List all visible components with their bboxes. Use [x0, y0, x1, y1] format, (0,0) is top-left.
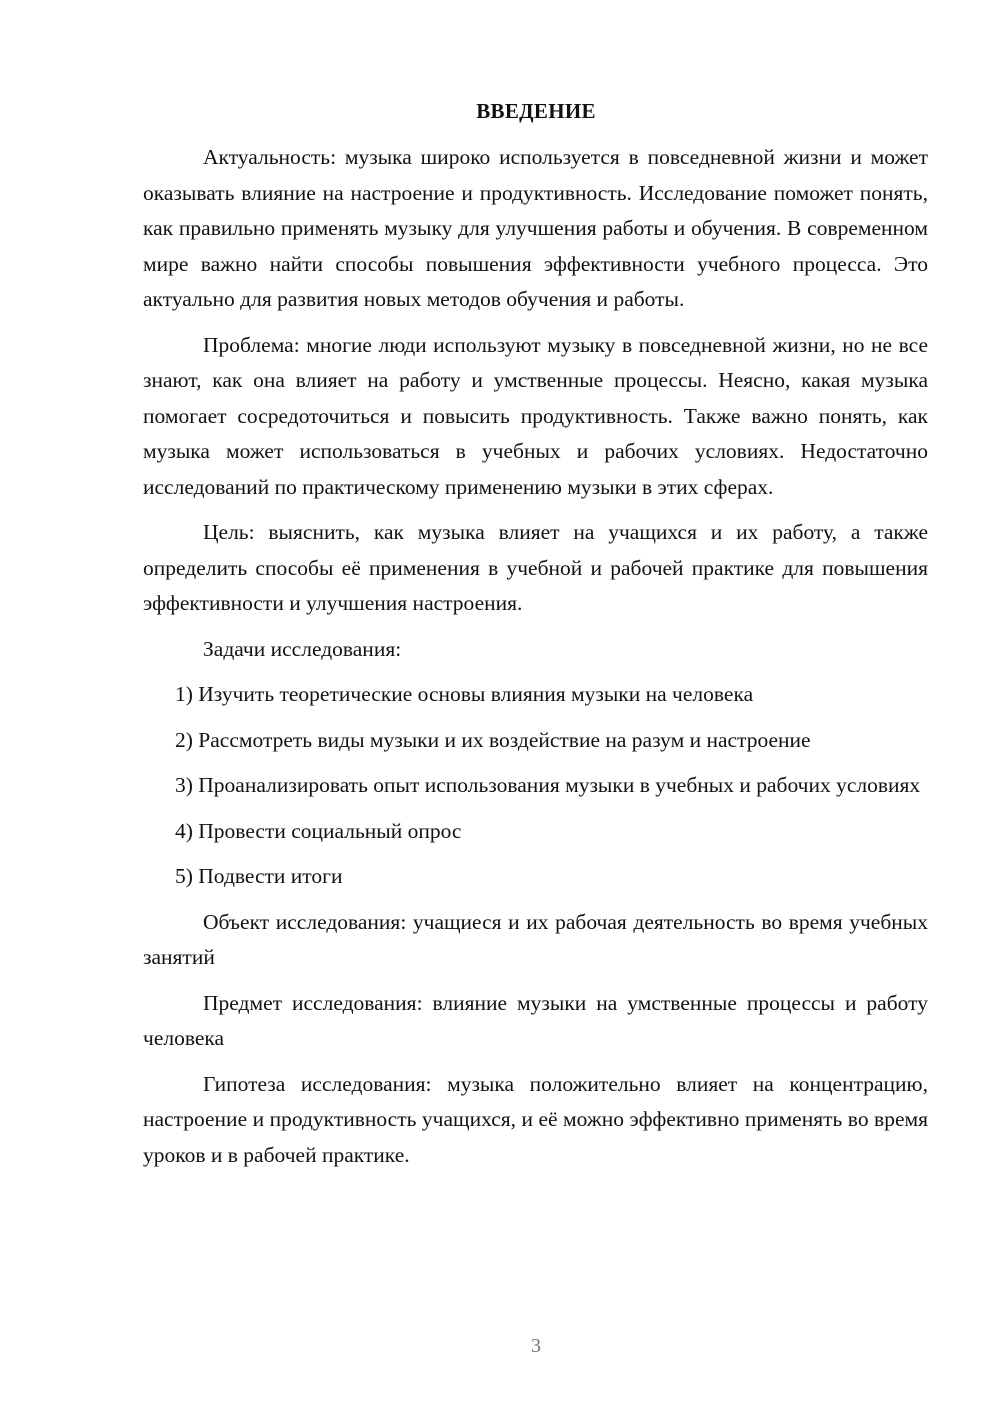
document-body [143, 140, 928, 1183]
task-item: 3) Проанализировать опыт использования музыки в учебных и рабочих условиях [175, 773, 921, 797]
problem-paragraph: Проблема: многие люди используют музыку в повседневной жизни, но не все знают, как она влияет на работу и умственные процессы. Неясно, какая музыка помогает сосредоточиться и повысить продуктивность. Также важно понять, как музыка может использоваться в учебных и рабочих условиях. Недостаточно исследований по практическому применению музыки в этих сферах. [143, 332, 928, 499]
task-item: 2) Рассмотреть виды музыки и их воздействие на разум и настроение [175, 727, 811, 752]
relevance-paragraph: Актуальность: музыка широко используется в повседневной жизни и может оказывать влияние на настроение и продуктивность. Исследование поможет понять, как правильно применять музыку для улучшения работы и обучения. В современном мире важно найти способы повышения эффективности учебного процесса. Это актуально для развития новых методов обучения и работы. [143, 145, 928, 311]
section-title: ВВЕДЕНИЕ [476, 99, 596, 123]
hypothesis-paragraph: Гипотеза исследования: музыка положительно влияет на концентрацию, настроение и продуктивность учащихся, и её можно эффективно применять во время уроков и в рабочей практике. [143, 1071, 928, 1167]
task-item: 5) Подвести итоги [175, 864, 343, 888]
goal-paragraph: Цель: выяснить, как музыка влияет на учащихся и их работу, а также определить способы её применения в учебной и рабочей практике для повышения эффективности и улучшения настроения. [143, 520, 928, 615]
object-paragraph: Объект исследования: учащиеся и их рабочая деятельность во время учебных занятий [143, 909, 928, 969]
page-number: 3 [531, 1335, 541, 1357]
tasks-heading: Задачи исследования: [203, 636, 402, 661]
task-item: 4) Провести социальный опрос [175, 818, 462, 843]
subject-paragraph: Предмет исследования: влияние музыки на умственные процессы и работу человека [143, 990, 928, 1050]
task-item: 1) Изучить теоретические основы влияния музыки на человека [175, 682, 754, 706]
